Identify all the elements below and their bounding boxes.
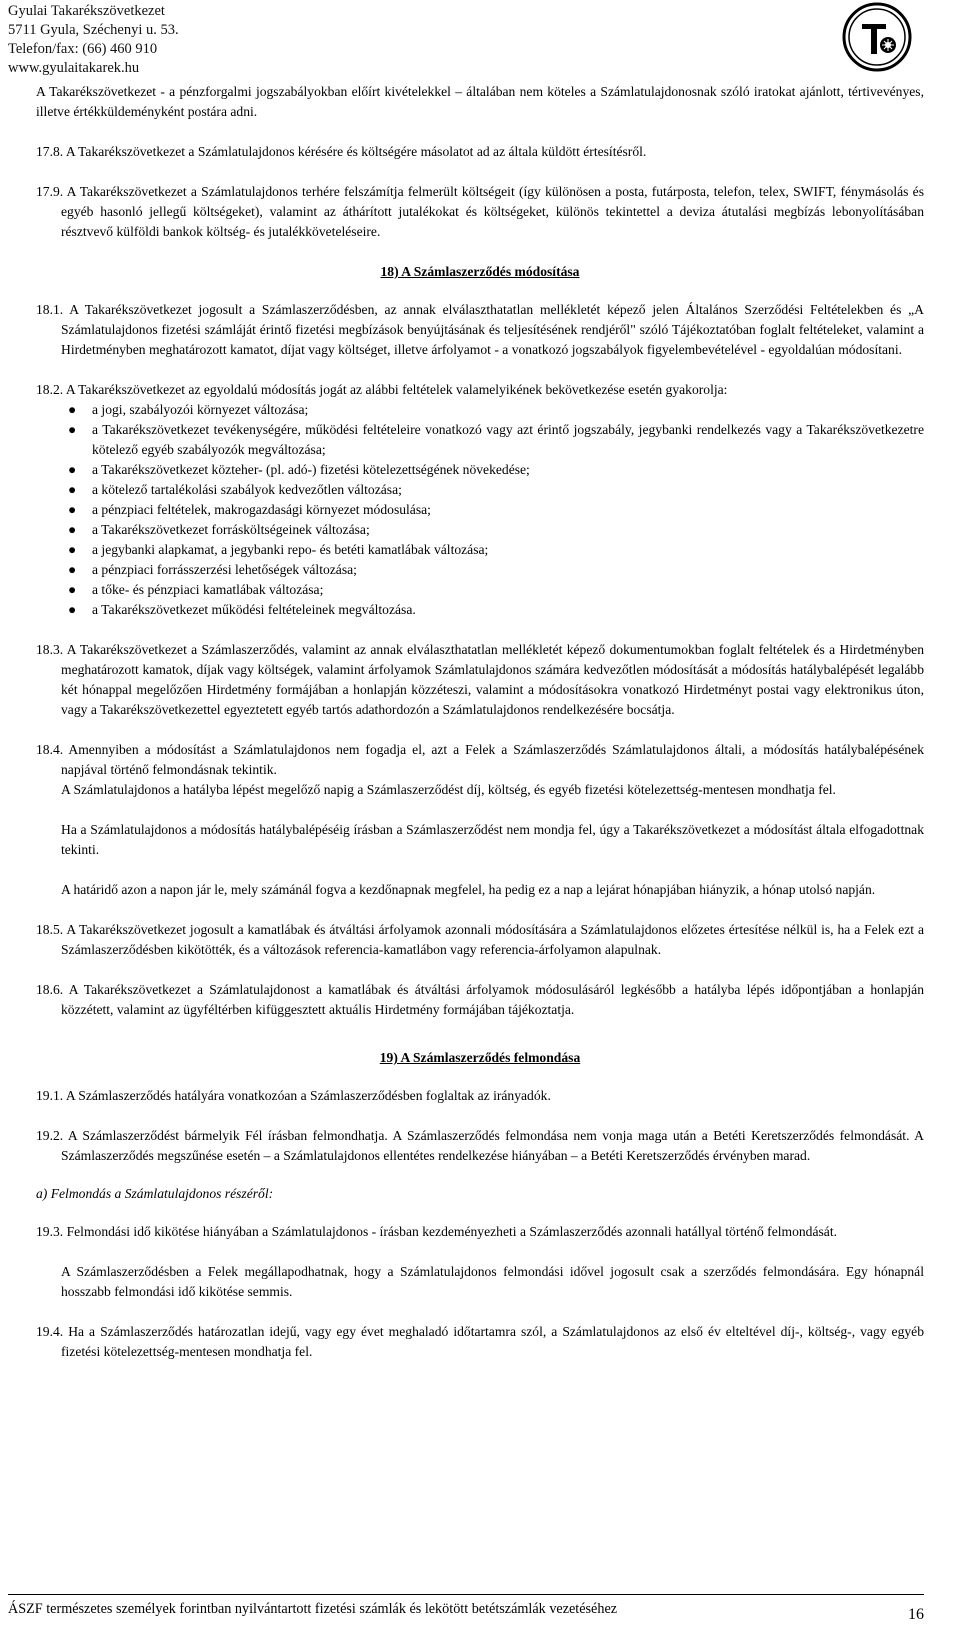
bank-name: Gyulai Takarékszövetkezet <box>8 3 165 19</box>
bullet-icon: ● <box>68 562 77 577</box>
paragraph-18-3: 18.3. A Takarékszövetkezet a Számlaszerződés, valamint az annak elválaszthatatlan mellékletét képező dokumentumokban foglalt feltételek és a Hirdetményben meghatározott kamatok, díjak vagy költségek, valamint árfolyamok Számlatulajdonos számára kedvezőtlen módosítását a módosítás hatálybalépését legalább két hónappal megelőzően Hirdetmény formájában a honlapján közzéteszi, valamint a módosításokra vonatkozó Hirdetményt postai vagy elektronikus úton, vagy a Takarékszövetkezettel egyeztetett egyéb tartós adathordozón a Számlatulajdonos rendelkezésére bocsátja. <box>36 642 924 717</box>
list-item: ● a Takarékszövetkezet működési feltételeinek megváltozása. <box>92 600 924 620</box>
list-item: ● a Takarékszövetkezet forrásköltségeinek változása; <box>92 520 924 540</box>
list-item: ● a Takarékszövetkezet közteher- (pl. adó-) fizetési kötelezettségének növekedése; <box>92 460 924 480</box>
bullet-icon: ● <box>68 602 77 617</box>
list-item: ● a kötelező tartalékolási szabályok kedvezőtlen változása; <box>92 480 924 500</box>
document-body <box>36 82 924 1362</box>
subheading-a: a) Felmondás a Számlatulajdonos részéről: <box>36 1186 274 1201</box>
bullet-list <box>36 400 924 620</box>
page-footer <box>8 1594 924 1625</box>
bank-phone: Telefon/fax: (66) 460 910 <box>8 41 158 57</box>
bullet-icon: ● <box>68 422 77 437</box>
paragraph-18-2: 18.2. A Takarékszövetkezet az egyoldalú módosítás jogát az alábbi feltételek valamelyikének bekövetkezése esetén gyakorolja: <box>36 382 728 397</box>
paragraph-18-4-c: Ha a Számlatulajdonos a módosítás hatálybalépéséig írásban a Számlaszerződést nem mondja fel, úgy a Takarékszövetkezet a módosítást általa elfogadottnak tekinti. <box>61 822 924 857</box>
paragraph-18-6: 18.6. A Takarékszövetkezet a Számlatulajdonost a kamatlábak és átváltási árfolyamok módosulásáról legkésőbb a hatályba lépés időpontjában a honlapján közzétett, valamint az ügyféltérben kifüggesztett aktuális Hirdetmény formájában tájékoztatja. <box>36 982 924 1017</box>
bank-address: 5711 Gyula, Széchenyi u. 53. <box>8 22 179 38</box>
paragraph-19-1: 19.1. A Számlaszerződés hatályára vonatkozóan a Számlaszerződésben foglaltak az irányadók. <box>36 1088 551 1103</box>
paragraph-19-2: 19.2. A Számlaszerződést bármelyik Fél írásban felmondhatja. A Számlaszerződés felmondása nem vonja maga után a Betéti Keretszerződés felmondását. A Számlaszerződés megszűnése esetén – a Számlatulajdonos ellentétes rendelkezése hiányában – a Betéti Keretszerződés érvényben marad. <box>36 1128 924 1163</box>
list-item: ● a tőke- és pénzpiaci kamatlábak változása; <box>92 580 924 600</box>
bank-website: www.gyulaitakarek.hu <box>8 60 140 76</box>
paragraph-18-4: 18.4. Amennyiben a módosítást a Számlatulajdonos nem fogadja el, azt a Felek a Számlaszerződés Számlatulajdonos általi, a módosítás hatálybalépésének napjával történő felmondásnak tekintik. <box>36 742 924 777</box>
list-item: ● a jegybanki alapkamat, a jegybanki repo- és betéti kamatlábak változása; <box>92 540 924 560</box>
bullet-icon: ● <box>68 522 77 537</box>
paragraph-18-4-d: A határidő azon a napon jár le, mely számánál fogva a kezdőnapnak megfelel, ha pedig ez a nap a lejárat hónapjában hiányzik, a hónap utolsó napján. <box>61 882 876 897</box>
paragraph-19-3-b: A Számlaszerződésben a Felek megállapodhatnak, hogy a Számlatulajdonos felmondási idővel jogosult csak a szerződés felmondására. Egy hónapnál hosszabb felmondási idő kikötése semmis. <box>61 1264 924 1299</box>
bullet-icon: ● <box>68 462 77 477</box>
page-number: 16 <box>908 1606 924 1623</box>
bullet-icon: ● <box>68 482 77 497</box>
bullet-icon: ● <box>68 502 77 517</box>
footer-title: ÁSZF természetes személyek forintban nyilvántartott fizetési számlák és lekötött betétszámlák vezetéséhez <box>8 1601 618 1617</box>
list-item: ● a Takarékszövetkezet tevékenységére, működési feltételeire vonatkozó vagy azt érintő jogszabály, jegybanki rendelkezés vagy a Takarékszövetkezetre kötelező egyéb szabályozók megváltozása; <box>68 422 924 457</box>
paragraph-17-8: 17.8. A Takarékszövetkezet a Számlatulajdonos kérésére és költségére másolatot ad az általa küldött értesítésről. <box>36 144 647 159</box>
bullet-icon: ● <box>68 402 77 417</box>
bullet-icon: ● <box>68 542 77 557</box>
takarek-logo-icon <box>842 2 912 72</box>
list-item: ● a jogi, szabályozói környezet változása; <box>92 400 924 420</box>
list-item: ● a pénzpiaci forrásszerzési lehetőségek változása; <box>92 560 924 580</box>
paragraph-17-9: 17.9. A Takarékszövetkezet a Számlatulajdonos terhére felszámítja felmerült költségeit (így különösen a posta, futárposta, telefon, telex, SWIFT, fénymásolás és egyéb hasonló jellegű költségeket), valamint az áthárított jutalékokat és költségeket, különös tekintettel a deviza átutalási megbízás lebonyolításában résztvevő külföldi bankok költség- és jutalékköveteléseire. <box>36 184 924 239</box>
list-item: ● a pénzpiaci feltételek, makrogazdasági környezet módosulása; <box>92 500 924 520</box>
paragraph-intro: A Takarékszövetkezet - a pénzforgalmi jogszabályokban előírt kivételekkel – általában nem köteles a Számlatulajdonosnak szóló iratokat ajánlott, tértivevényes, illetve értékküldeményként postára adni. <box>36 84 924 119</box>
paragraph-19-4: 19.4. Ha a Számlaszerződés határozatlan idejű, vagy egy évet meghaladó időtartamra szól, a Számlatulajdonos az első év elteltével díj-, költség-, vagy egyéb fizetési kötelezettség-mentesen mondhatja fel. <box>36 1324 924 1359</box>
paragraph-18-5: 18.5. A Takarékszövetkezet jogosult a kamatlábak és átváltási árfolyamok azonnali módosítására a Számlatulajdonos előzetes értesítése nélkül is, ha a Felek ezt a Számlaszerződésben kikötötték, és a változások referencia-kamatlábon vagy referencia-árfolyamon alapulnak. <box>36 922 924 957</box>
bullet-icon: ● <box>68 582 77 597</box>
paragraph-18-4-b: A Számlatulajdonos a hatályba lépést megelőző napig a Számlaszerződést díj, költség, és egyéb fizetési kötelezettség-mentesen mondhatja fel. <box>61 782 836 797</box>
paragraph-19-3: 19.3. Felmondási idő kikötése hiányában a Számlatulajdonos - írásban kezdeményezheti a Számlaszerződés azonnali hatállyal történő felmondását. <box>36 1224 838 1239</box>
section-heading-19: 19) A Számlaszerződés felmondása <box>379 1050 581 1065</box>
section-heading-18: 18) A Számlaszerződés módosítása <box>380 264 580 279</box>
paragraph-18-1: 18.1. A Takarékszövetkezet jogosult a Számlaszerződésben, az annak elválaszthatatlan mellékletét képező jelen Általános Szerződési Feltételekben és „A Számlatulajdonos fizetési számláját érintő fizetési megbízások benyújtásának és teljesítésének rendjéről" szóló Tájékoztatóban foglalt feltételeket, valamint a Hirdetményben meghatározott kamatot, díjat vagy költséget, illetve árfolyamot - a vonatkozó jogszabályok figyelembevételével - egyoldalúan módosítani. <box>36 302 924 357</box>
letterhead <box>8 2 179 78</box>
